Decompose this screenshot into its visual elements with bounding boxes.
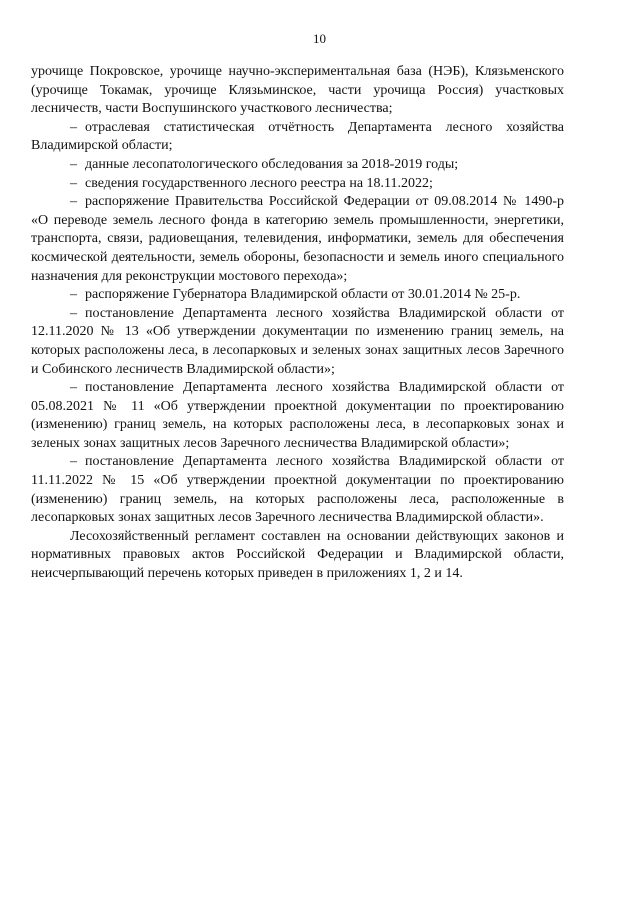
list-bullet: –: [70, 380, 77, 396]
list-bullet: –: [70, 454, 77, 470]
list-item: [31, 305, 564, 379]
list-bullet: –: [70, 175, 77, 191]
list-bullet: –: [70, 156, 77, 172]
intro-continuation: урочище Покровское, урочище научно-экспериментальная база (НЭБ), Клязьменского (урочище Токамак, урочище Клязьминское, части урочища Россия) участковых лесничеств, части Воспушинского участкового лесничества;: [31, 64, 564, 117]
list-item: [31, 156, 564, 175]
list-item: [31, 286, 564, 305]
list-item-text: распоряжение Губернатора Владимирской области от 30.01.2014 № 25-р.: [85, 287, 521, 303]
document-body: [31, 63, 564, 584]
list-bullet: –: [70, 194, 77, 210]
closing-paragraph: Лесохозяйственный регламент составлен на основании действующих законов и нормативных правовых актов Российской Федерации и Владимирской области, неисчерпывающий перечень которых приведен в приложениях 1, 2 и 14.: [31, 528, 564, 582]
list-bullet: –: [70, 119, 77, 135]
list-item: [31, 453, 564, 527]
list-item: [31, 175, 564, 194]
list-item: [31, 193, 564, 286]
list-item-text: данные лесопатологического обследования за 2018-2019 годы;: [85, 156, 459, 172]
list-item: [31, 379, 564, 453]
list-bullet: –: [70, 287, 77, 303]
list-item-text: сведения государственного лесного реестра на 18.11.2022;: [85, 175, 433, 191]
list-item-text: постановление Департамента лесного хозяйства Владимирской области от 05.08.2021 № 11 «Об утверждении проектной документации по проектированию (изменению) границ земель, на которых расположены леса, в лесопарковых зонах и зеленых зонах защитных лесов Заречного лесничества Владимирской области»;: [31, 380, 564, 451]
list-item-text: распоряжение Правительства Российской Федерации от 09.08.2014 № 1490-р «О переводе земель лесного фонда в категорию земель промышленности, энергетики, транспорта, связи, радиовещания, телевидения, информатики, земель для обеспечения космической деятельности, земель обороны, безопасности и земель иного специального назначения для реконструкции мостового перехода»;: [31, 194, 564, 284]
list-bullet: –: [70, 305, 77, 321]
list-item: [31, 119, 564, 156]
page-number: 10: [313, 31, 326, 46]
list-item-text: отраслевая статистическая отчётность Департамента лесного хозяйства Владимирской области;: [31, 119, 564, 154]
list-item-text: постановление Департамента лесного хозяйства Владимирской области от 11.11.2022 № 15 «Об утверждении проектной документации по проектированию (изменению) границ земель, на которых расположены леса, расположенные в лесопарковых зонах защитных лесов Заречного лесничества Владимирской области».: [31, 454, 564, 526]
list-item-text: постановление Департамента лесного хозяйства Владимирской области от 12.11.2020 № 13 «Об утверждении документации по изменению границ земель, на которых расположены леса, в лесопарковых и зеленых зонах защитных лесов Заречного и Собинского лесничеств Владимирской области»;: [31, 305, 564, 377]
